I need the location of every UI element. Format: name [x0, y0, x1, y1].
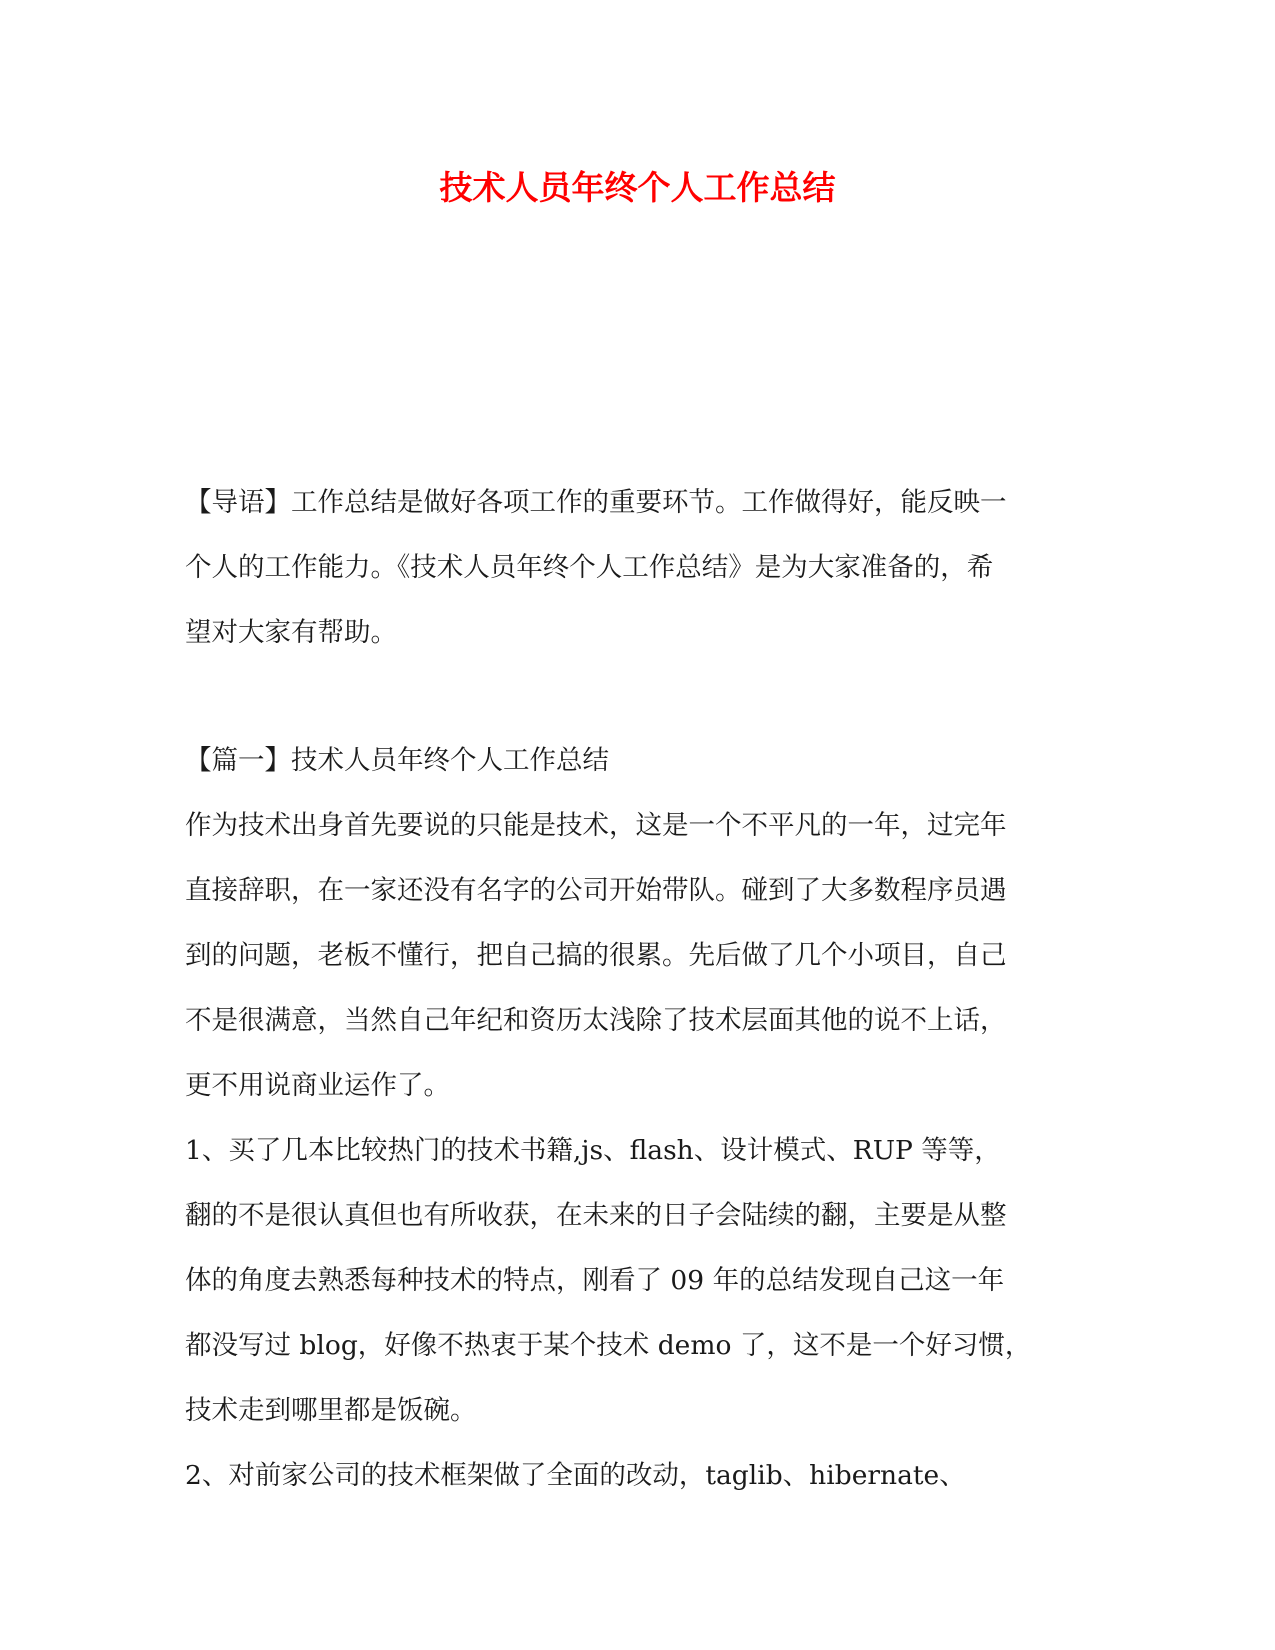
- list-item-line: 技术走到哪里都是饭碗。: [185, 1395, 477, 1426]
- document-title: 技术人员年终个人工作总结: [439, 168, 836, 207]
- list-item-1: [185, 1118, 1095, 1443]
- paragraph-1: [185, 793, 1095, 1118]
- intro-line: 望对大家有帮助。: [185, 617, 397, 648]
- list-item-line: 都没写过 blog，好像不热衷于某个技术 demo 了，这不是一个好习惯，: [185, 1330, 1032, 1361]
- intro-line: 个人的工作能力。《技术人员年终个人工作总结》是为大家准备的，希: [185, 552, 994, 583]
- paragraph-line: 直接辞职，在一家还没有名字的公司开始带队。碰到了大多数程序员遇: [185, 875, 1007, 906]
- list-item-2: [185, 1443, 1095, 1508]
- intro-line: 【导语】工作总结是做好各项工作的重要环节。工作做得好，能反映一: [185, 487, 1007, 518]
- list-item-line: 1、买了几本比较热门的技术书籍,js、flash、设计模式、RUP 等等，: [185, 1135, 1001, 1166]
- main-content: [185, 728, 1095, 1508]
- list-item-line: 体的角度去熟悉每种技术的特点，刚看了 09 年的总结发现自己这一年: [185, 1265, 1005, 1296]
- list-item-line: 2、对前家公司的技术框架做了全面的改动，taglib、hibernate、: [185, 1460, 966, 1491]
- list-item-line: 翻的不是很认真但也有所收获，在未来的日子会陆续的翻，主要是从整: [185, 1200, 1007, 1231]
- paragraph-line: 更不用说商业运作了。: [185, 1070, 450, 1101]
- section-heading: 【篇一】技术人员年终个人工作总结: [185, 745, 609, 776]
- intro-paragraph: [185, 470, 1095, 665]
- paragraph-line: 到的问题，老板不懂行，把自己搞的很累。先后做了几个小项目，自己: [185, 940, 1007, 971]
- paragraph-line: 不是很满意，当然自己年纪和资历太浅除了技术层面其他的说不上话，: [185, 1005, 1007, 1036]
- paragraph-line: 作为技术出身首先要说的只能是技术，这是一个不平凡的一年，过完年: [185, 810, 1007, 841]
